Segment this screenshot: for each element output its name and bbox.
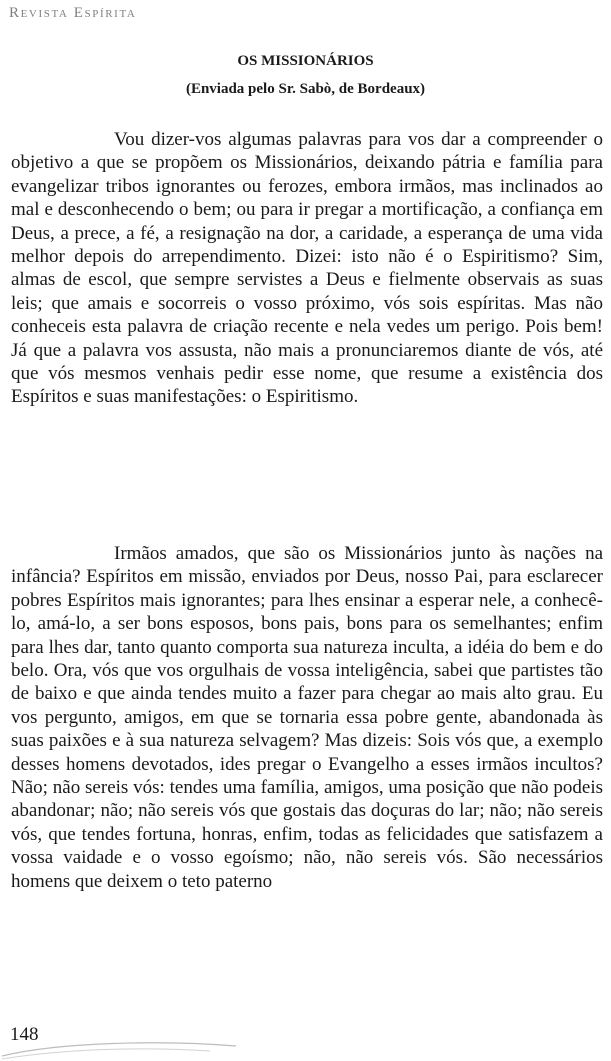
article-subtitle: (Enviada pelo Sr. Sabò, de Bordeaux) xyxy=(185,81,426,97)
article-title: OS MISSIONÁRIOS xyxy=(237,53,374,69)
running-header: Revista Espírita xyxy=(9,5,137,21)
body-paragraph-2 xyxy=(11,542,603,893)
paragraph-text: Irmãos amados, que são os Missionários junto às nações na infância? Espíritos em missão, enviados por Deus, nosso Pai, para esclarecer pobres Espíritos mais ignorantes; para lhes ensinar a esperar nele, a conhecê-lo, amá-lo, a ser bons esposos, bons pais, bons para os semelhantes; enfim para lhes dar, tanto quanto comporta sua natureza inculta, a idéia do bem e do belo. Ora, vós que vos orgulhais de vossa inteligência, sabei que partistes tão de baixo e que ainda tendes muito a fazer para chegar ao mais alto grau. Eu vos pergunto, amigos, em que se tornaria essa pobre gente, abandonada às suas paixões e à sua natureza selvagem? Mas dizeis: Sois vós que, a exemplo desses homens devotados, ides pregar o Evangelho a esses irmãos incultos? Não; não sereis vós: tendes uma família, amigos, uma posição que não podeis abandonar; não; não sereis vós que gostais das doçuras do lar; não; não sereis vós, que tendes fortuna, honras, enfim, todas as felicidades que satisfazem a vossa vaidade e o vosso egoísmo; não, não sereis vós. São necessários homens que deixem o teto paterno xyxy=(11,543,603,892)
page-number: 148 xyxy=(10,1024,39,1045)
paragraph-text: Vou dizer-vos algumas palavras para vos dar a compreender o objetivo a que se propõem os Missionários, deixando pátria e família para evangelizar tribos ignorantes ou ferozes, embora irmãos, mas inclinados ao mal e desconhecendo o bem; ou para ir pregar a mortificação, a confiança em Deus, a prece, a fé, a resignação na dor, a caridade, a esperança de uma vida melhor depois do arrependimento. Dizei: isto não é o Espiritismo? Sim, almas de escol, que sempre servistes a Deus e fielmente observais as suas leis; que amais e socorreis o vosso próximo, vós sois espíritas. Mas não conheceis esta palavra de criação recente e nela vedes um perigo. Pois bem! Já que a palavra vos assusta, não mais a pronunciaremos diante de vós, até que vós mesmos venhais pedir esse nome, que resume a existência dos Espíritos e suas manifestações: o Espiritismo. xyxy=(11,129,603,408)
body-paragraph-1 xyxy=(11,128,603,409)
